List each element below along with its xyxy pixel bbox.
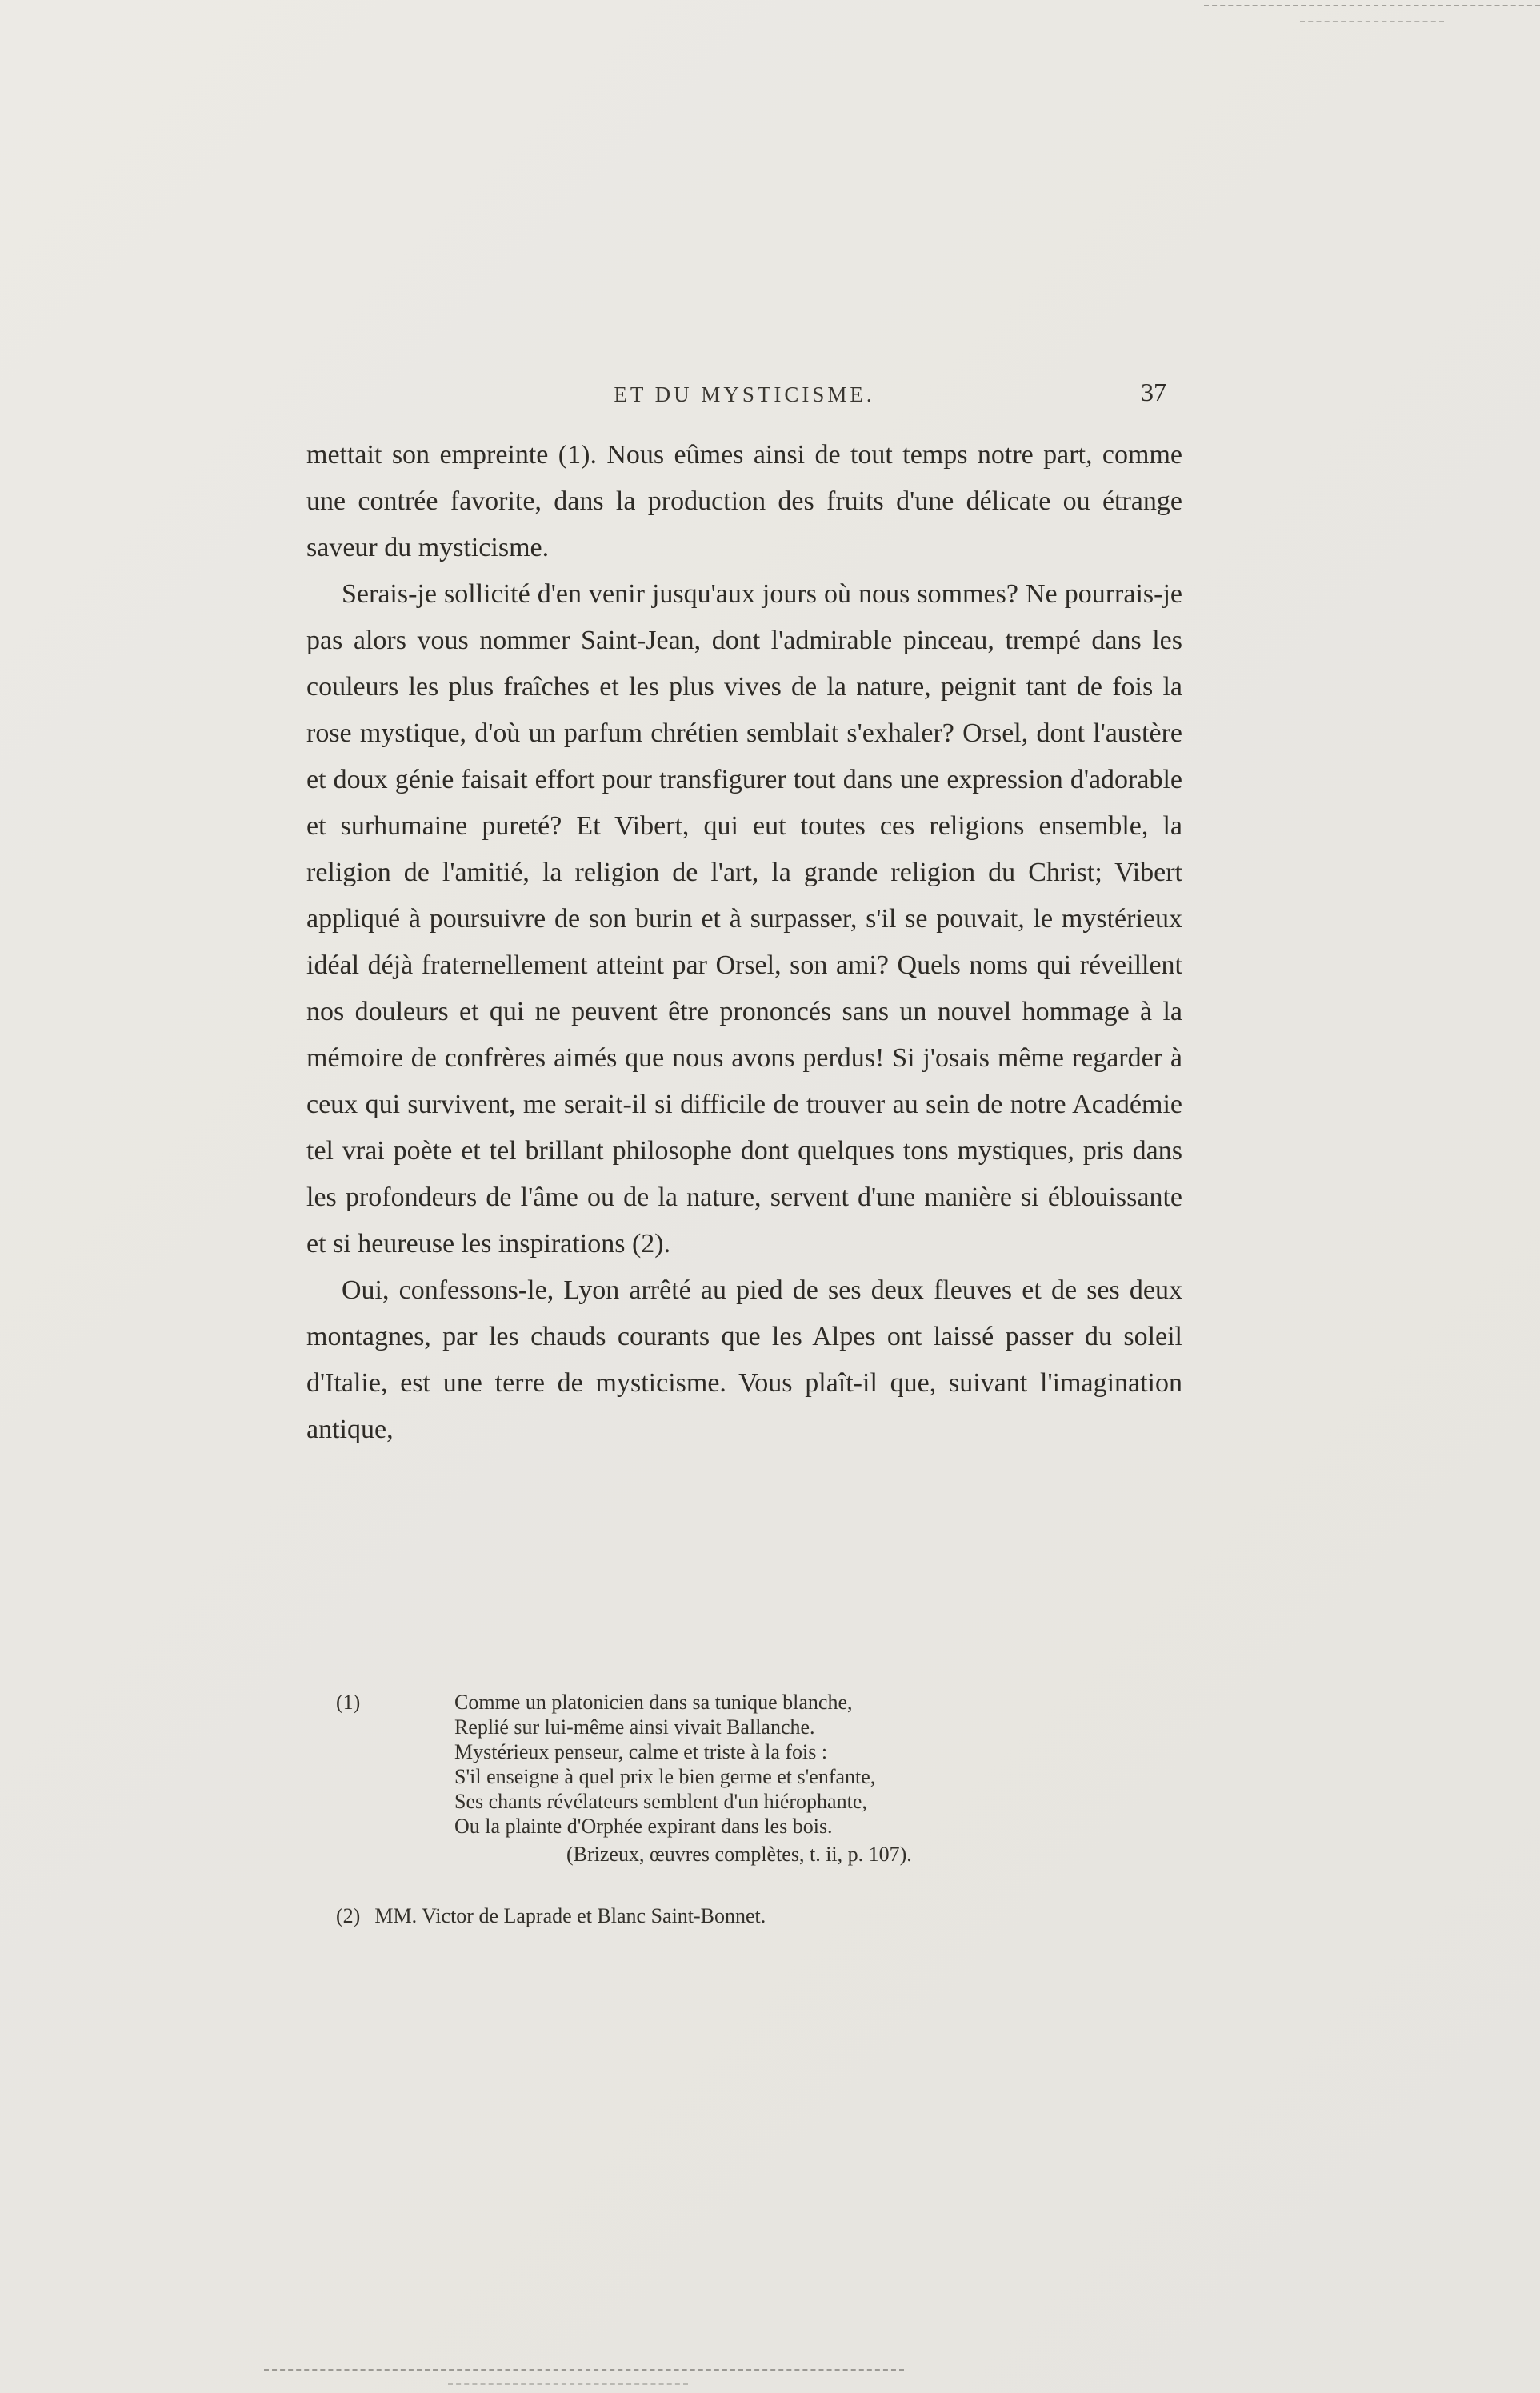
scan-artifact-bottom-2 [448,2383,688,2385]
verse-line-2: Replié sur lui-même ainsi vivait Ballanche. [454,1715,815,1739]
scan-artifact-top [1204,5,1540,6]
verse-line-4: S'il enseigne à quel prix le bien germe et s'enfante, [454,1765,876,1788]
footnote-2-marker: (2) [336,1904,361,1927]
verse-line-3: Mystérieux penseur, calme et triste à la fois : [454,1740,828,1763]
paragraph-2: Serais-je sollicité d'en venir jusqu'aux jours où nous sommes? Ne pourrais-je pas alors vous nommer Saint-Jean, dont l'admirable pinceau, trempé dans les couleurs les plus fraîches et les plus vives de la nature, peignit tant de fois la rose mystique, d'où un parfum chrétien semblait s'exhaler? Orsel, dont l'austère et doux génie faisait effort pour transfigurer tout dans une expression d'adorable et surhumaine pureté? Et Vibert, qui eut toutes ces religions ensemble, la religion de l'amitié, la religion de l'art, la grande religion du Christ; Vibert appliqué à poursuivre de son burin et à surpasser, s'il se pouvait, le mystérieux idéal déjà fraternellement atteint par Orsel, son ami? Quels noms qui réveillent nos douleurs et qui ne peuvent être prononcés sans un nouvel hommage à la mémoire de confrères aimés que nous avons perdus! Si j'osais même regarder à ceux qui survivent, me serait-il si difficile de trouver au sein de notre Académie tel vrai poète et tel brillant philosophe dont quelques tons mystiques, pris dans les profondeurs de l'âme ou de la nature, servent d'une manière si éblouissante et si heureuse les inspirations (2). [306,579,1182,1259]
footnote-1 [336,1690,1184,1867]
body-text [306,432,1182,1453]
verse-line-5: Ses chants révélateurs semblent d'un hiérophante, [454,1790,867,1813]
paragraph-3: Oui, confessons-le, Lyon arrêté au pied de ses deux fleuves et de ses deux montagnes, par les chauds courants que les Alpes ont laissé passer du soleil d'Italie, est une terre de mysticisme. Vous plaît-il que, suivant l'imagination antique, [306,1275,1182,1444]
footnote-1-attribution: (Brizeux, œuvres complètes, t. ii, p. 107). [566,1843,912,1866]
running-title: ET DU MYSTICISME. [614,382,875,406]
scan-artifact-top-2 [1300,21,1444,22]
page-number: 37 [1141,378,1166,406]
footnote-2-text: MM. Victor de Laprade et Blanc Saint-Bonnet. [374,1904,766,1927]
footnote-1-marker: (1) [336,1691,361,1714]
verse-line-1: Comme un platonicien dans sa tunique blanche, [454,1691,853,1714]
verse-line-6: Ou la plainte d'Orphée expirant dans les bois. [454,1815,833,1838]
scan-artifact-bottom [264,2369,904,2371]
footnotes [336,1690,1184,1928]
paragraph-1: mettait son empreinte (1). Nous eûmes ainsi de tout temps notre part, comme une contrée favorite, dans la production des fruits d'une délicate ou étrange saveur du mysticisme. [306,440,1182,562]
footnote-2 [336,1903,1184,1928]
footnote-1-verse [454,1690,1184,1867]
page-header [306,378,1182,418]
